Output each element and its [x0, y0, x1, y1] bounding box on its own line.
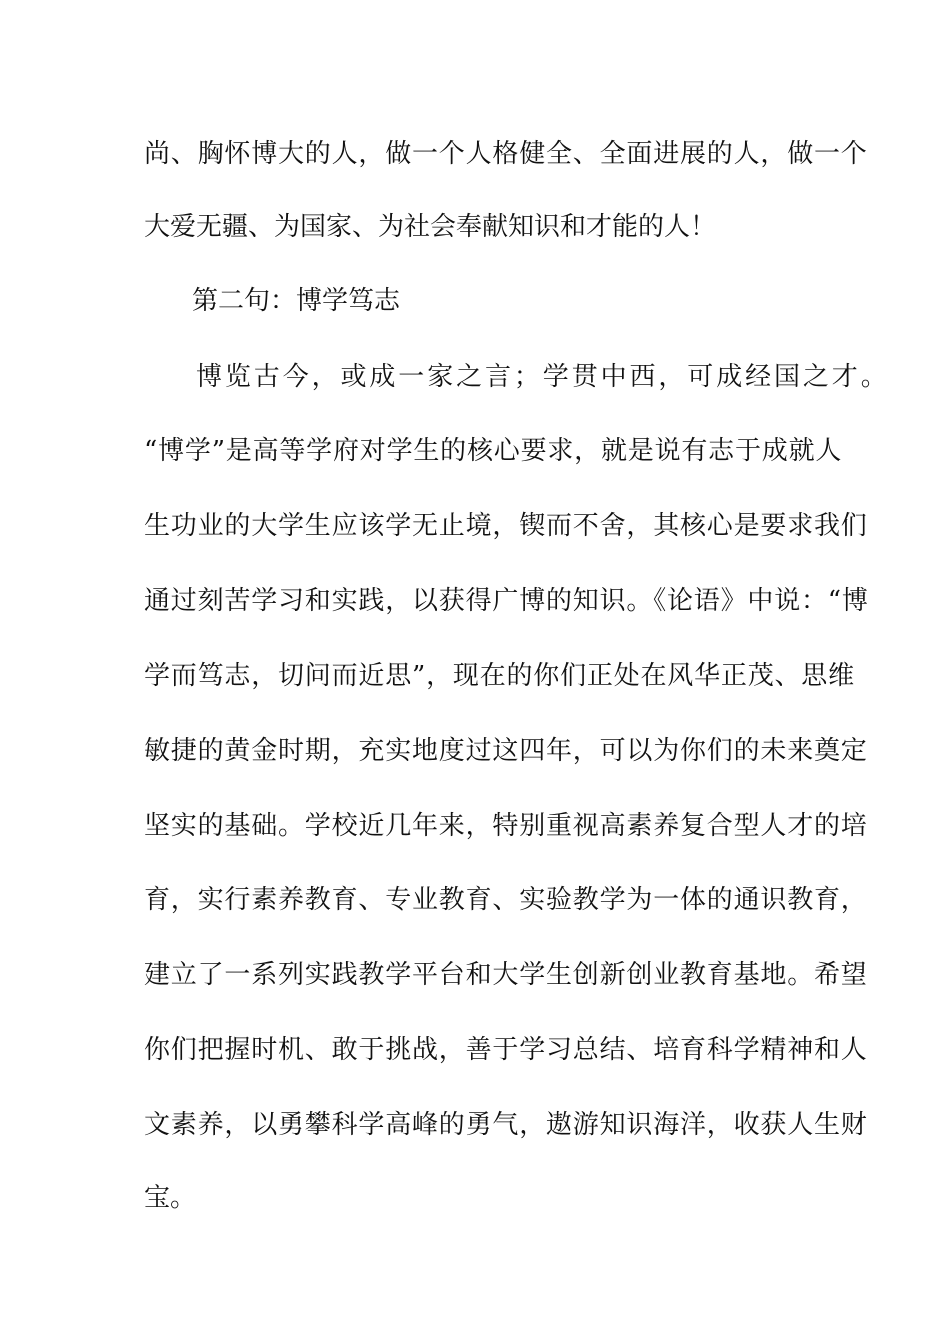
paragraph-line: 大爱无疆、为国家、为社会奉献知识和才能的人！	[144, 212, 717, 242]
paragraph-line: 敏捷的黄金时期，充实地度过这四年，可以为你们的未来奠定	[144, 736, 868, 766]
paragraph-line: 建立了一系列实践教学平台和大学生创新创业教育基地。希望	[144, 960, 868, 990]
paragraph-line: “博学”是高等学府对学生的核心要求，就是说有志于成就人	[144, 436, 843, 466]
paragraph-line: 文素养，以勇攀科学高峰的勇气，遨游知识海洋，收获人生财	[144, 1110, 868, 1140]
paragraph-line: 学而笃志，切问而近思”，现在的你们正处在风华正茂、思维	[144, 661, 855, 691]
paragraph-line: 博览古今，或成一家之言；学贯中西，可成经国之才。	[196, 362, 890, 392]
paragraph-line: 生功业的大学生应该学无止境，锲而不舍，其核心是要求我们	[144, 511, 868, 541]
paragraph-line: 宝。	[144, 1183, 197, 1213]
paragraph-line: 你们把握时机、敢于挑战，善于学习总结、培育科学精神和人	[144, 1035, 868, 1065]
paragraph-line: 育，实行素养教育、专业教育、实验教学为一体的通识教育，	[144, 885, 868, 915]
paragraph-line: 坚实的基础。学校近几年来，特别重视高素养复合型人才的培	[144, 811, 868, 841]
section-heading: 第二句：博学笃志	[192, 286, 401, 316]
paragraph-line: 通过刻苦学习和实践，以获得广博的知识。《论语》中说：“博	[144, 586, 869, 616]
paragraph-line: 尚、胸怀博大的人，做一个人格健全、全面进展的人，做一个	[144, 139, 868, 169]
